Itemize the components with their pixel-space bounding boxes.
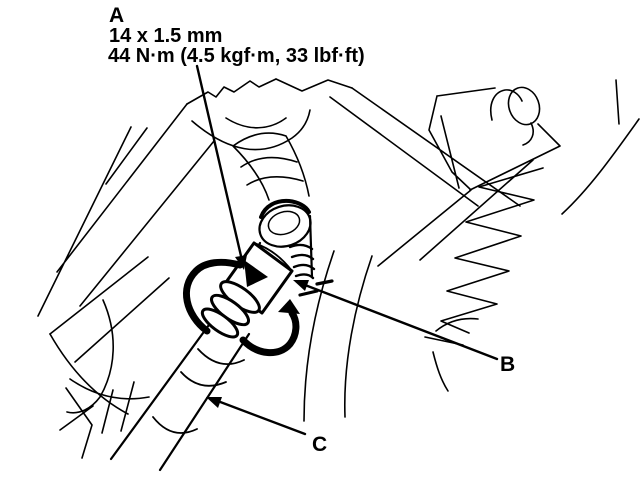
- bracket-upper-right: [330, 80, 639, 266]
- callout-b-label: B: [500, 353, 516, 376]
- callout-leaders: [197, 66, 497, 434]
- callout-a-torque-spec: 44 N·m (4.5 kgf·m, 33 lbf·ft): [108, 45, 365, 67]
- callout-a-size-spec: 14 x 1.5 mm: [109, 25, 223, 47]
- misc-lines-right: [425, 319, 478, 391]
- callout-a-label: A: [109, 4, 125, 27]
- rotation-arrow-right-icon: [243, 313, 296, 353]
- engine-top-contours: [187, 79, 352, 200]
- callout-b-arrowhead-icon: [293, 280, 309, 291]
- hose-arcs-right: [304, 251, 372, 421]
- extension-shaft-fill: [111, 318, 249, 470]
- ribbed-shield-zigzag: [441, 168, 543, 333]
- rotation-arrow-right-head-icon: [278, 299, 300, 314]
- callout-c-leader-line: [215, 400, 305, 434]
- callout-c-arrowhead-icon: [206, 397, 222, 408]
- frame-members-upper-left: [38, 104, 214, 362]
- callout-c-label: C: [312, 433, 328, 456]
- background-line-art: [38, 79, 639, 458]
